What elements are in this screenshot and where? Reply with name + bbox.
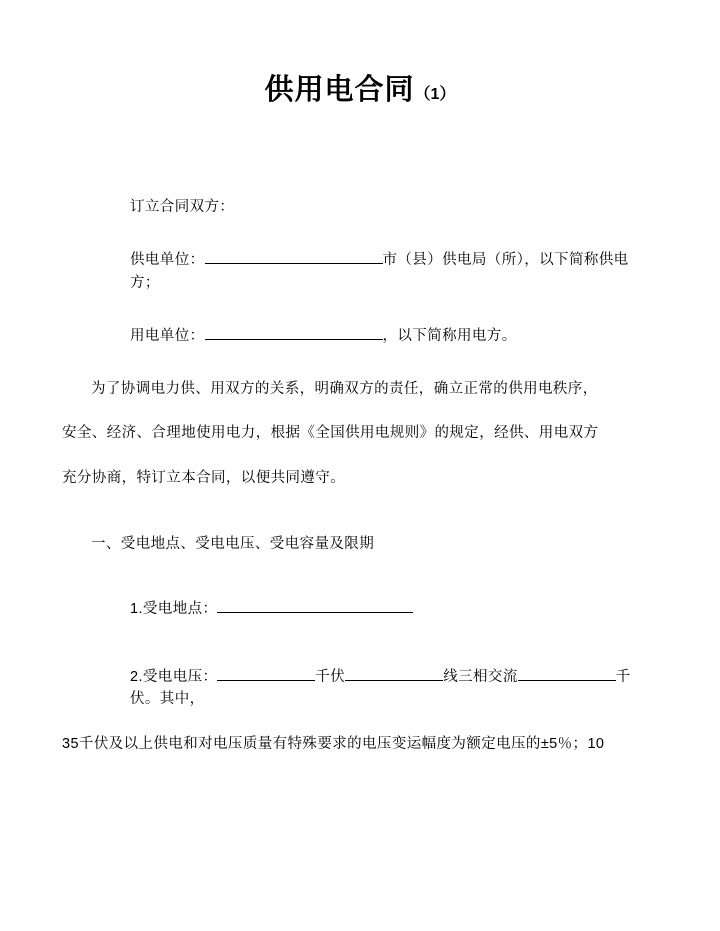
parties-heading: 订立合同双方： — [130, 198, 235, 215]
item-2-blank-voltage-2[interactable] — [345, 665, 443, 681]
page-title-text: 供用电合同 — [264, 74, 415, 106]
item-2-blank-voltage-1[interactable] — [217, 665, 315, 681]
item-2-mid-text: 线三相交流 — [443, 668, 518, 685]
item-1-line — [62, 597, 658, 620]
supplier-blank-field[interactable] — [205, 248, 383, 264]
item-2-blank-voltage-3[interactable] — [518, 665, 616, 681]
item-2-unit-1: 千伏 — [315, 668, 346, 685]
preamble-paragraph — [62, 378, 658, 489]
supplier-after-text: 市（县）供电局（所），以下简称供电方； — [130, 252, 629, 291]
item-2-line — [62, 665, 658, 711]
preamble-line-1: 为了协调电力供、用双方的关系，明确双方的责任，确立正常的供用电秩序， — [91, 380, 598, 397]
preamble-line-2: 安全、经济、合理地使用电力，根据《全国供用电规则》的规定，经供、用电双方 — [62, 425, 599, 442]
consumer-line — [62, 324, 658, 347]
item-1-blank-field[interactable] — [217, 597, 413, 613]
supplier-line — [62, 248, 658, 294]
preamble-line-3: 充分协商，特订立本合同，以便共同遵守。 — [62, 469, 346, 486]
page-title-suffix: （1） — [414, 86, 456, 103]
item-2-block — [62, 665, 658, 755]
item-2-unit-2: 千伏。其中， — [130, 668, 631, 708]
supplier-label: 供电单位： — [130, 252, 205, 269]
consumer-blank-field[interactable] — [205, 324, 383, 340]
consumer-after-text: ，以下简称用电方。 — [382, 328, 517, 345]
document-body — [62, 196, 658, 756]
page-title — [62, 0, 658, 110]
item-2-label: 2.受电电压： — [130, 668, 218, 685]
item-1-label: 1.受电地点： — [130, 601, 218, 618]
item-2-continued-line: 35千伏及以上供电和对电压质量有特殊要求的电压变运幅度为额定电压的±5％；10 — [62, 735, 605, 752]
section-one-heading: 一、受电地点、受电电压、受电容量及限期 — [91, 535, 375, 552]
consumer-label: 用电单位： — [130, 328, 205, 345]
